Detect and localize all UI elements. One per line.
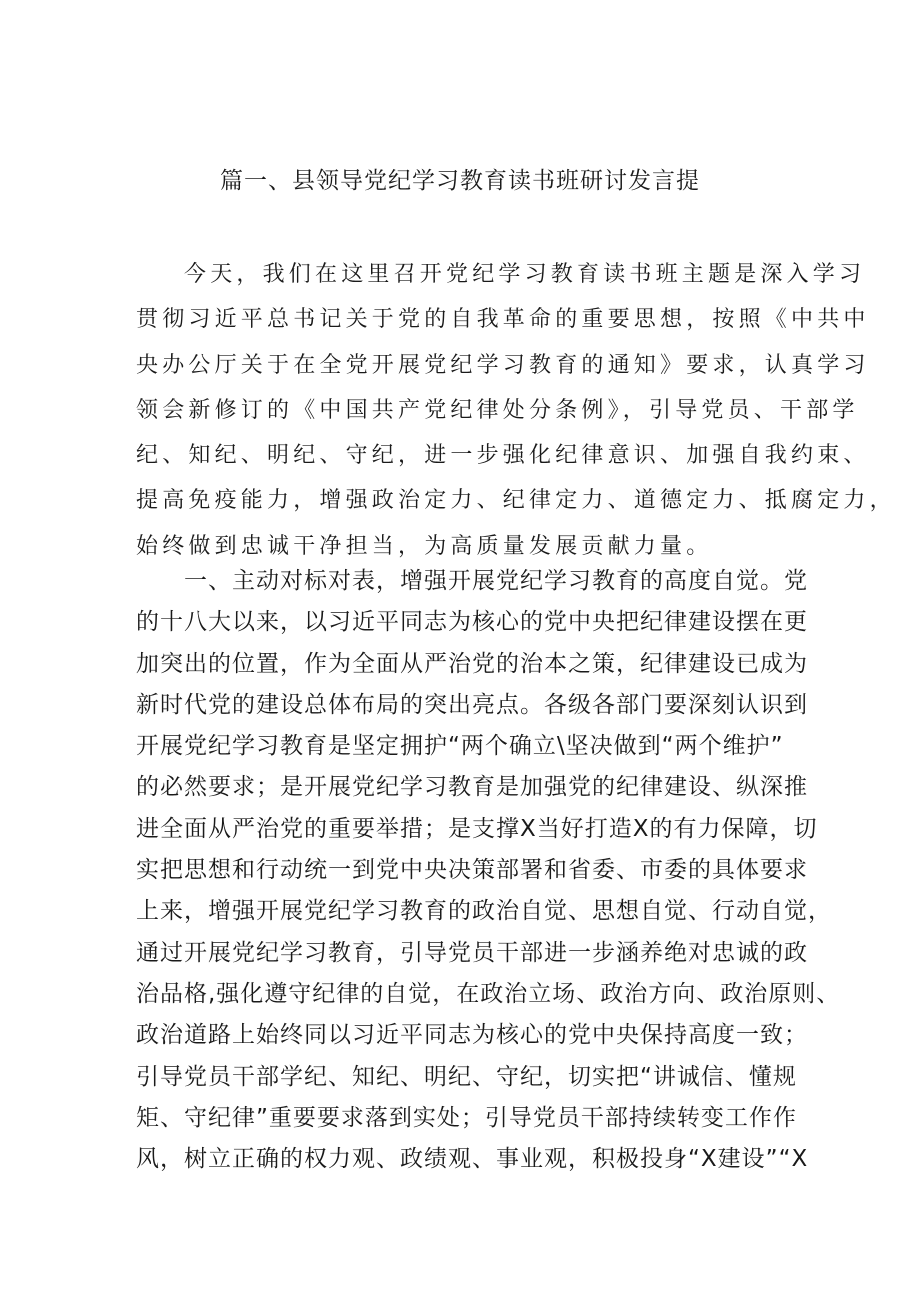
intro-paragraph xyxy=(136,252,896,569)
paragraph-line: 领会新修订的《中国共产党纪律处分条例》，引导党员、干部学 xyxy=(136,397,859,423)
paragraph-line: 新时代党的建设总体布局的突出亮点。各级各部门要深刻认识到 xyxy=(136,691,808,718)
paragraph-line: 贯彻习近平总书记关于党的自我革命的重要思想，按照《中共中 xyxy=(136,307,870,333)
paragraph-line: 加突出的位置，作为全面从严治党的治本之策，纪律建设已成为 xyxy=(136,650,808,677)
paragraph-line: 的十八大以来，以习近平同志为核心的党中央把纪律建设摆在更 xyxy=(136,609,808,636)
paragraph-line: 实把思想和行动统一到党中央决策部署和省委、市委的具体要求 xyxy=(136,857,808,884)
paragraph-line: 通过开展党纪学习教育，引导党员干部进一步涵养绝对忠诚的政 xyxy=(136,939,808,966)
paragraph-line: 进全面从严治党的重要举措；是支撑X当好打造X的有力保障，切 xyxy=(136,815,818,842)
paragraph-line: 上来，增强开展党纪学习教育的政治自觉、思想自觉、行动自觉， xyxy=(136,898,832,925)
paragraph-line: 的必然要求；是开展党纪学习教育是加强党的纪律建设、纵深推 xyxy=(136,774,808,801)
paragraph-line: 提高免疫能力，增强政治定力、纪律定力、道德定力、抵腐定力， xyxy=(136,488,896,514)
paragraph-line: 纪、知纪、明纪、守纪，进一步强化纪律意识、加强自我约束、 xyxy=(136,443,870,469)
paragraph-line: 风，树立正确的权力观、政绩观、事业观，积极投身“X建设”“X xyxy=(136,1146,809,1173)
paragraph-line: 一、主动对标对表，增强开展党纪学习教育的高度自觉。党 xyxy=(184,568,808,594)
paragraph-line: 矩、守纪律”重要要求落到实处；引导党员干部持续转变工作作 xyxy=(136,1104,797,1131)
paragraph-line: 引导党员干部学纪、知纪、明纪、守纪，切实把“讲诚信、懂规 xyxy=(136,1063,797,1090)
paragraph-line: 央办公厅关于在全党开展党纪学习教育的通知》要求，认真学习 xyxy=(136,352,870,378)
document-title: 篇一、县领导党纪学习教育读书班研讨发言提 xyxy=(220,168,700,194)
paragraph-line: 政治道路上始终同以习近平同志为核心的党中央保持高度一致； xyxy=(136,1022,808,1049)
paragraph-line: 始终做到忠诚干净担当，为高质量发展贡献力量。 xyxy=(136,533,713,559)
paragraph-line: 今天，我们在这里召开党纪学习教育读书班主题是深入学习 xyxy=(184,262,866,287)
section-one-paragraph xyxy=(136,561,841,1180)
paragraph-line: 治品格,强化遵守纪律的自觉，在政治立场、政治方向、政治原则、 xyxy=(136,980,841,1007)
paragraph-line: 开展党纪学习教育是坚定拥护“两个确立\坚决做到“两个维护” xyxy=(136,733,784,760)
